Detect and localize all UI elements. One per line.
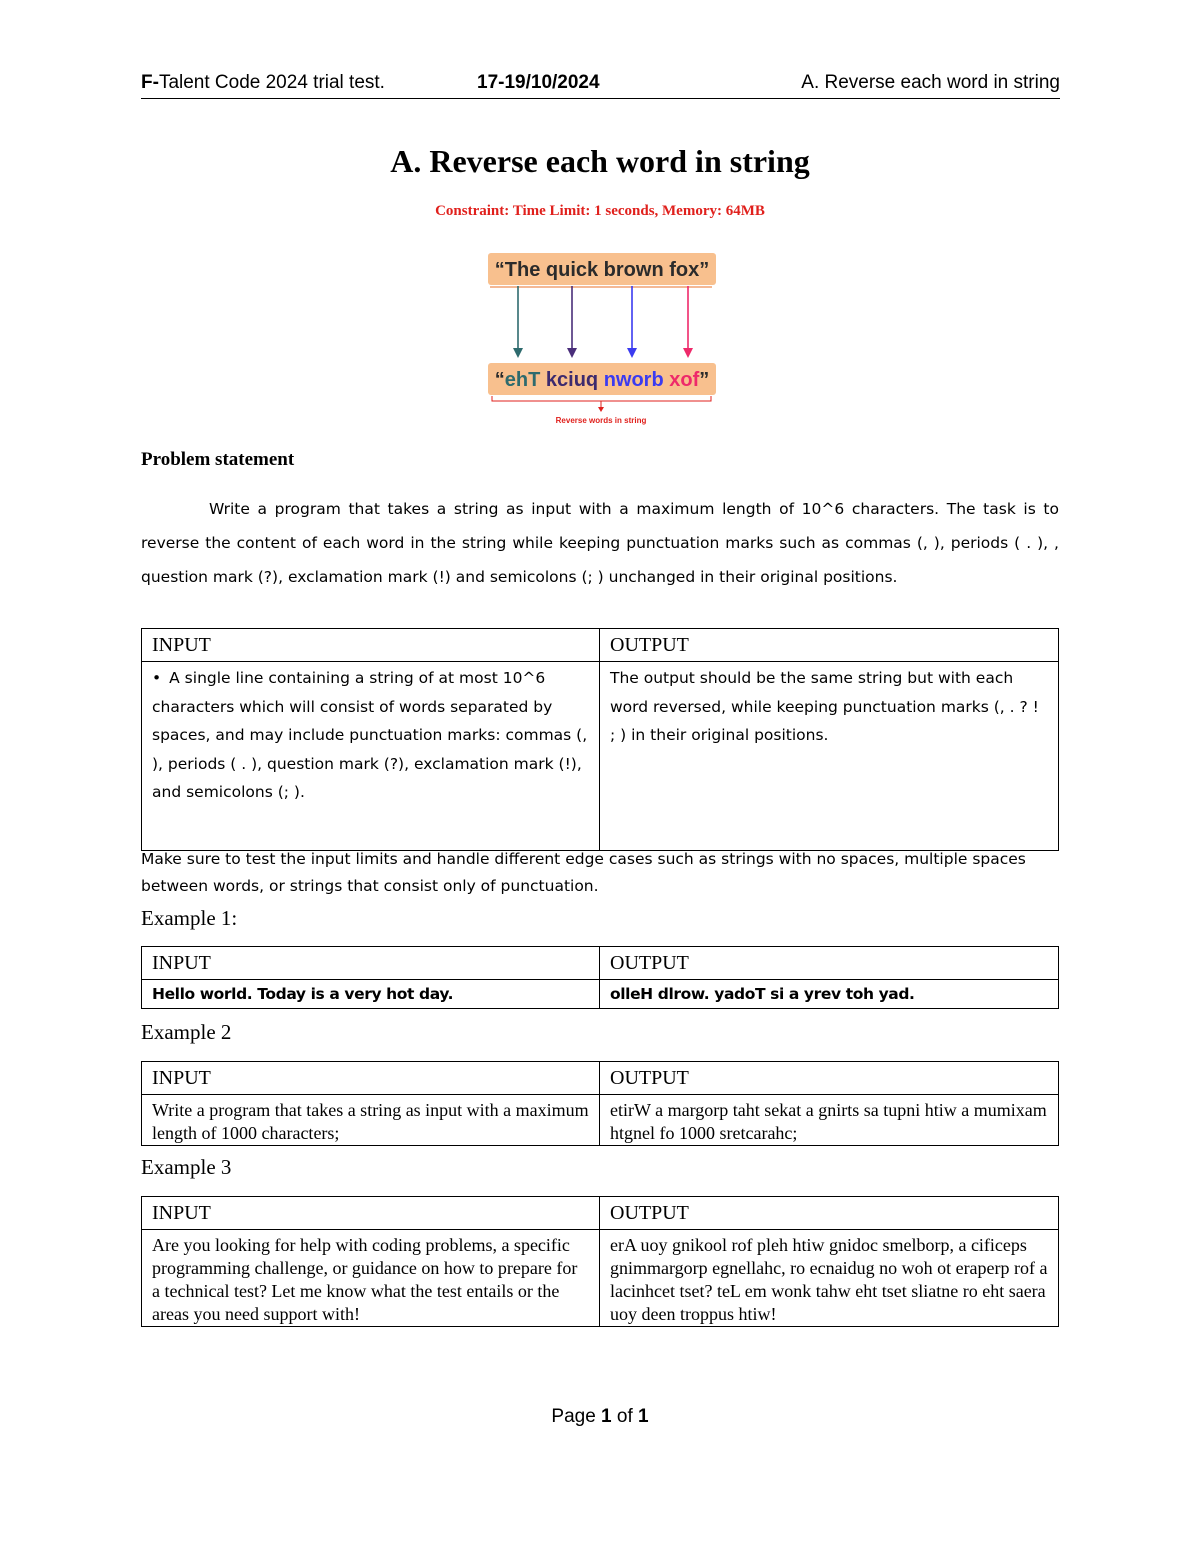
io-input-header: INPUT [142, 629, 600, 662]
problem-text-body: Write a program that takes a string as input with a maximum length of 10^6 characters. The task is to reverse the content of each word in the string while keeping punctuation marks such as commas (, ), periods ( . ), , question mark (?), exclamation mark (!) and semicolons (; ) unchanged in their original positions. [141, 500, 1059, 586]
example-1-table [141, 946, 1059, 1009]
arrowhead-1 [513, 348, 523, 358]
figure-bracket [492, 396, 711, 401]
footer-of-word: of [611, 1406, 639, 1427]
fig-word-3: nworb [603, 369, 670, 391]
arrowhead-2 [567, 348, 577, 358]
io-output-header: OUTPUT [600, 629, 1059, 662]
footer-total-pages: 1 [638, 1406, 649, 1427]
caption-arrowhead [598, 407, 604, 412]
io-table [141, 628, 1059, 851]
header-date: 17-19/10/2024 [477, 72, 600, 93]
example-1-label: Example 1: [141, 906, 238, 930]
ex2-input: Write a program that takes a string as input with a maximum length of 1000 characters; [142, 1095, 600, 1146]
ex1-input: Hello world. Today is a very hot day. [142, 980, 600, 1009]
page-title: A. Reverse each word in string [390, 143, 810, 179]
ex3-output-header: OUTPUT [600, 1197, 1059, 1230]
header-left: F-Talent Code 2024 trial test. [141, 72, 385, 93]
arrowhead-4 [683, 348, 693, 358]
footer-current-page: 1 [601, 1406, 612, 1427]
figure-arrows [513, 286, 693, 358]
ex1-input-header: INPUT [142, 947, 600, 980]
ex2-output: etirW a margorp taht sekat a gnirts sa tupni htiw a mumixam htgnel fo 1000 sretcarahc; [600, 1095, 1059, 1146]
reverse-words-figure [480, 250, 725, 430]
ex1-output-header: OUTPUT [600, 947, 1059, 980]
fig-quote-open: “ [494, 369, 505, 391]
ex3-output: erA uoy gnikool rof pleh htiw gnidoc smelborp, a cificeps gnimmargorp egnellahc, ro ecnaidug no woh ot eraperp rof a lacinhcet tset? teL em wonk tahw eht tset sliatne ro eht saera uoy deen troppus htiw! [600, 1230, 1059, 1327]
page-footer [0, 1406, 1200, 1428]
ex3-input: Are you looking for help with coding problems, a specific programming challenge, or guidance on how to prepare for a technical test? Let me know what the test entails or the areas you need support with! [142, 1230, 600, 1327]
ex1-output: olleH dlrow. yadoT si a yrev toh yad. [600, 980, 1059, 1009]
header-left-rest: Talent Code 2024 trial test. [158, 72, 385, 93]
example-2-label: Example 2 [141, 1020, 232, 1044]
constraint-line: Constraint: Time Limit: 1 seconds, Memory: 64MB [435, 203, 765, 219]
problem-text [141, 492, 1059, 594]
footer-page-word: Page [551, 1406, 602, 1427]
fig-word-2: kciuq [540, 369, 604, 391]
example-3-table [141, 1196, 1059, 1327]
fig-quote-close: ” [699, 369, 710, 391]
ex2-output-header: OUTPUT [600, 1062, 1059, 1095]
fig-word-1: ehT [504, 369, 541, 391]
header-right: A. Reverse each word in string [801, 72, 1060, 93]
note-text: Make sure to test the input limits and handle different edge cases such as strings with no spaces, multiple spaces between words, or strings that consist only of punctuation. [141, 850, 1026, 895]
figure-caption: Reverse words in string [555, 416, 647, 425]
io-output-text: The output should be the same string but with each word reversed, while keeping punctuation marks (, . ? ! ; ) in their original positions. [600, 662, 1059, 851]
figure-bottom-text [495, 369, 709, 391]
ex2-input-header: INPUT [142, 1062, 600, 1095]
fig-word-4: xof [669, 369, 700, 391]
problem-heading: Problem statement [141, 449, 295, 470]
io-input-cell [142, 662, 600, 851]
page-header [141, 70, 1060, 99]
example-3-label: Example 3 [141, 1155, 232, 1179]
arrowhead-3 [627, 348, 637, 358]
example-2-table [141, 1061, 1059, 1146]
ex3-input-header: INPUT [142, 1197, 600, 1230]
figure-top-text: “The quick brown fox” [494, 259, 710, 281]
io-input-text: • A single line containing a string of at most 10^6 characters which will consist of words separated by spaces, and may include punctuation marks: commas (, ), periods ( . ), question mark (?), exclamation mark (!), and semicolons (; ). [152, 664, 589, 807]
